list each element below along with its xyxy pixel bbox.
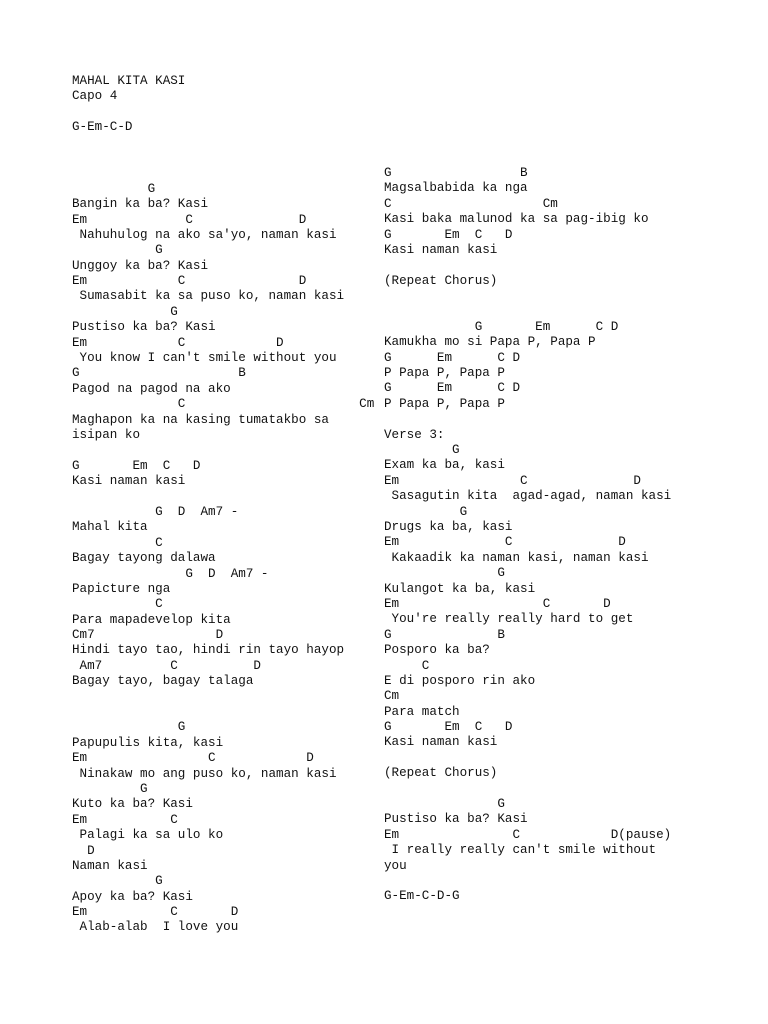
right-column-line: G-Em-C-D-G: [384, 889, 460, 904]
right-column-line: P Papa P, Papa P: [384, 396, 505, 411]
right-column-line: [384, 874, 671, 889]
left-column-line: G D Am7 -: [72, 504, 239, 519]
left-column-line: Am7 C D: [72, 658, 261, 673]
left-column-line: G: [72, 874, 163, 889]
left-column-line: Hindi tayo tao, hindi rin tayo hayop: [72, 643, 345, 658]
left-column-line: Cm7 D: [72, 628, 224, 643]
right-column-line: G Em C D: [384, 227, 513, 242]
right-column-line: [384, 305, 671, 320]
right-column: [384, 166, 671, 905]
left-column-line: G-Em-C-D: [72, 120, 133, 135]
left-column-line: Kasi naman kasi: [72, 474, 186, 489]
left-column-line: Bangin ka ba? Kasi: [72, 197, 209, 212]
left-column-line: Papicture nga: [72, 581, 171, 596]
left-column-line: Maghapon ka na kasing tumatakbo sa: [72, 412, 329, 427]
right-column-line: Posporo ka ba?: [384, 643, 490, 658]
left-column-line: C Cm: [72, 397, 375, 412]
left-column-line: Em C D: [72, 212, 307, 227]
left-column-line: Alab-alab I love you: [72, 920, 239, 935]
right-column-line: Magsalbabida ka nga: [384, 181, 528, 196]
left-column-line: Apoy ka ba? Kasi: [72, 889, 193, 904]
right-column-line: Verse 3:: [384, 427, 445, 442]
left-column-line: Bagay tayong dalawa: [72, 551, 216, 566]
left-column-line: Para mapadevelop kita: [72, 612, 231, 627]
right-column-line: Sasagutin kita agad-agad, naman kasi: [384, 489, 672, 504]
right-column-line: [384, 289, 671, 304]
right-column-line: Em C D: [384, 596, 611, 611]
left-column-line: Unggoy ka ba? Kasi: [72, 258, 209, 273]
right-column-line: you: [384, 858, 407, 873]
right-column-line: E di posporo rin ako: [384, 673, 536, 688]
right-column-line: Em C D(pause): [384, 827, 672, 842]
right-column-line: Exam ka ba, kasi: [384, 458, 505, 473]
right-column-line: Kasi naman kasi: [384, 242, 498, 257]
left-column-line: [72, 443, 374, 458]
left-column-line: [72, 705, 374, 720]
right-column-line: Drugs ka ba, kasi: [384, 519, 513, 534]
left-column-line: Pagod na pagod na ako: [72, 381, 231, 396]
right-column-line: Kasi baka malunod ka sa pag-ibig ko: [384, 212, 649, 227]
right-column-line: Kamukha mo si Papa P, Papa P: [384, 335, 596, 350]
left-column-line: [72, 105, 374, 120]
left-column-line: G: [72, 720, 186, 735]
left-column-line: Em C D: [72, 905, 239, 920]
right-column-line: C: [384, 658, 430, 673]
left-column-line: Capo 4: [72, 89, 118, 104]
left-column-line: Mahal kita: [72, 520, 148, 535]
left-column-line: G D Am7 -: [72, 566, 269, 581]
left-column-line: Bagay tayo, bagay talaga: [72, 674, 254, 689]
left-column-line: D: [72, 843, 95, 858]
right-column-line: [384, 782, 671, 797]
right-column-line: Cm: [384, 689, 400, 704]
right-column-line: Kakaadik ka naman kasi, naman kasi: [384, 550, 649, 565]
left-column-line: [72, 166, 374, 181]
left-column-line: Sumasabit ka sa puso ko, naman kasi: [72, 289, 345, 304]
right-column-line: G B: [384, 627, 505, 642]
right-column-line: G Em C D: [384, 720, 513, 735]
left-column-line: G Em C D: [72, 458, 201, 473]
right-column-line: (Repeat Chorus): [384, 766, 498, 781]
right-column-line: G: [384, 797, 505, 812]
right-column-line: G: [384, 504, 468, 519]
left-column-line: G: [72, 181, 156, 196]
right-column-line: I really really can't smile without: [384, 843, 657, 858]
right-column-line: Em C D: [384, 473, 641, 488]
right-column-line: Pustiso ka ba? Kasi: [384, 812, 528, 827]
left-column: [72, 74, 374, 936]
left-column-line: Naman kasi: [72, 858, 148, 873]
left-column-line: [72, 151, 374, 166]
left-column-line: [72, 136, 374, 151]
right-column-line: G: [384, 443, 460, 458]
right-column-line: G Em C D: [384, 350, 521, 365]
left-column-line: C: [72, 535, 163, 550]
right-column-line: G Em C D: [384, 381, 521, 396]
right-column-line: Em C D: [384, 535, 626, 550]
right-column-line: Kasi naman kasi: [384, 735, 498, 750]
left-column-line: G B: [72, 366, 246, 381]
left-column-line: Kuto ka ba? Kasi: [72, 797, 193, 812]
right-column-line: G: [384, 566, 505, 581]
left-column-line: [72, 490, 374, 505]
right-column-line: Kulangot ka ba, kasi: [384, 581, 536, 596]
right-column-line: Para match: [384, 704, 460, 719]
left-column-line: C: [72, 597, 163, 612]
left-column-line: You know I can't smile without you: [72, 351, 337, 366]
left-column-line: Ninakaw mo ang puso ko, naman kasi: [72, 766, 337, 781]
left-column-line: [72, 690, 374, 705]
right-column-line: [384, 258, 671, 273]
right-column-line: G B: [384, 166, 528, 180]
left-column-line: Em C: [72, 812, 178, 827]
right-column-line: [384, 412, 671, 427]
right-column-line: [384, 751, 671, 766]
right-column-line: You're really really hard to get: [384, 612, 634, 627]
left-column-line: Nahuhulog na ako sa'yo, naman kasi: [72, 227, 337, 242]
left-column-line: Em C D: [72, 274, 307, 289]
right-column-line: P Papa P, Papa P: [384, 366, 505, 381]
right-column-line: (Repeat Chorus): [384, 273, 498, 288]
left-column-line: MAHAL KITA KASI: [72, 74, 186, 88]
right-column-line: C Cm: [384, 196, 558, 211]
left-column-line: G: [72, 243, 163, 258]
right-column-line: G Em C D: [384, 319, 619, 334]
left-column-line: isipan ko: [72, 427, 141, 442]
left-column-line: G: [72, 781, 148, 796]
left-column-line: Em C D: [72, 751, 314, 766]
left-column-line: Papupulis kita, kasi: [72, 735, 224, 750]
left-column-line: G: [72, 304, 178, 319]
left-column-line: Palagi ka sa ulo ko: [72, 828, 224, 843]
left-column-line: Pustiso ka ba? Kasi: [72, 320, 216, 335]
left-column-line: Em C D: [72, 335, 284, 350]
